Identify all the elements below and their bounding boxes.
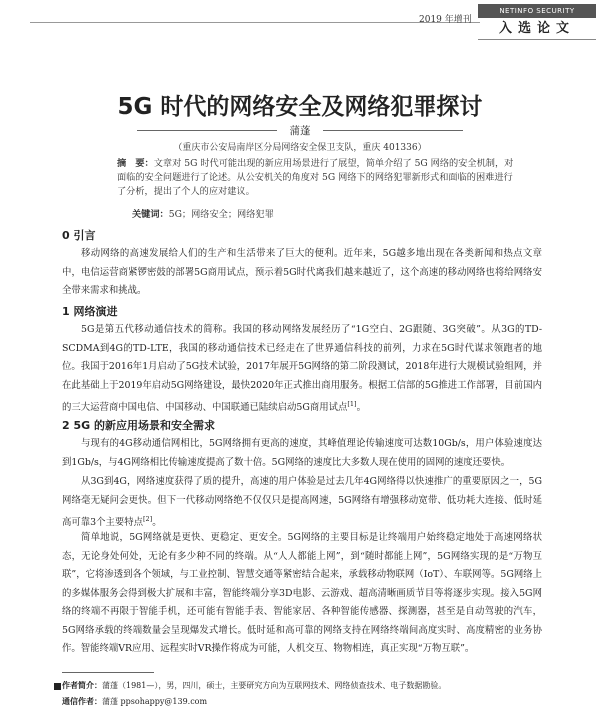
year-issue: 2019 年增刊 [419,15,472,25]
section-heading-evolution: 1 网络演进 [62,305,118,318]
footnote-marker [54,683,61,690]
footnote-rule [62,672,154,673]
author-bio [62,680,446,692]
author-name: 蒲蓬 [289,125,311,137]
contact-text: 蒲蓬 ppsohappy@139.com [102,697,208,706]
citation: [1] [347,400,357,408]
journal-badge-name: NETINFO SECURITY [478,4,596,18]
affiliation: （重庆市公安局南岸区分局网络安全保卫支队，重庆 401336） [173,143,427,153]
paragraph: 移动网络的高速发展给人们的生产和生活带来了巨大的便利。近年来，5G越多地出现在各类新闻和热点文章中，电信运营商紧锣密鼓的部署5G商用试点，预示着5G时代离我们越来越近了，这个高速的移动网络也将给网络安全带来需求和挑战。 [62,248,542,296]
abstract-label: 摘 要： [117,158,154,169]
header-rule [30,22,480,23]
citation: [2] [142,515,153,523]
contact [62,696,207,708]
author-bio-text: 蒲蓬（1981—），男，四川，硕士，主要研究方向为互联网技术、网络侦查技术、电子数据勘验。 [102,681,447,690]
abstract [117,157,517,199]
paragraph: 5G是第五代移动通信技术的简称。我国的移动网络发展经历了“1G空白、2G跟随、3G突破”。从3G的TD-SCDMA到4G的TD-LTE，我国的移动通信技术已经走在了世界通信科技的前列，力求在5G时代谋求领跑者的地位。我国于2016年1月启动了5G技术试验，2017年展开5G网络的第二阶段测试，2018年进行大规模试验组网，并在此基础上于2019年启动5G网络建设，最快2020年正式推出商用服务。根据工信部的5G推进工作部署，目前国内的三大运营商中国电信、中国移动、中国联通已陆续启动5G商用试点[1]。 [62,324,542,414]
contact-label: 通信作者： [62,697,102,706]
abstract-text: 文章对 5G 时代可能出现的新应用场景进行了展望，简单介绍了 5G 网络的安全机制，对面临的安全问题进行了论述。从公安机关的角度对 5G 网络下的网络犯罪新形式和面临的困难进行了分析，提出了个人的应对建议。 [117,158,514,197]
article-title: 5G 时代的网络安全及网络犯罪探讨 [117,94,483,120]
keywords-text: 5G；网络安全；网络犯罪 [168,209,274,220]
keywords [132,206,274,220]
paragraph: 简单地说，5G网络就是更快、更稳定、更安全。5G网络的主要目标是让终端用户始终稳定地处于高速网络状态，无论身处何处，无论有多少种不同的终端。从“人人都能上网”，到“随时都能上网”，5G网络实现的是“万物互联”，它将渗透到各个领域，与工业控制、智慧交通等紧密结合起来，承载移动物联网（IoT）、车联网等。5G网络上的多媒体服务会得到极大扩展和丰富，智能终端分享3D电影、云游戏、超高清晰画质节目等将逐步实现。接入5G网络的终端不再限于智能手机，还可能有智能手表、智能家居、各种智能传感器、探测器，甚至是自动驾驶的汽车，5G网络承载的终端数量会呈现爆发式增长。低时延和高可靠的网络支持在网络终端间高度实时、高度精密的业务协作。智能终端VR应用、远程实时VR操作将成为可能，人机交互、物物相连，真正实现“万物互联”。 [62,532,542,654]
keywords-label: 关键词： [132,209,169,220]
section-label: 入选论文 [478,19,596,40]
paragraph-text: 5G是第五代移动通信技术的简称。我国的移动网络发展经历了“1G空白、2G跟随、3G突破”。从3G的TD-SCDMA到4G的TD-LTE，我国的移动通信技术已经走在了世界通信科技的前列，力求在5G时代谋求领跑者的地位。我国于2016年1月启动了5G技术试验，2017年展开5G网络的第二阶段测试，2018年进行大规模试验组网，并在此基础上于2019年启动5G网络建设，最快2020年正式推出商用服务。根据工信部的5G推进工作部署，目前国内的三大运营商中国电信、中国移动、中国联通已陆续启动5G商用试点 [62,324,542,414]
section-heading-scenarios: 2 5G 的新应用场景和安全需求 [62,419,215,432]
paragraph-text: 从3G到4G，网络速度获得了质的提升，高速的用户体验是过去几年4G网络得以快速推广的重要原因之一，5G网络毫无疑问会更快。但下一代移动网络绝不仅仅只是提高网速，5G网络有增强移动宽带、低功耗大连接、低时延高可靠3个主要特点 [62,476,542,529]
journal-badge [478,4,596,40]
section-heading-intro: 0 引言 [62,229,96,242]
paragraph: 与现有的4G移动通信网相比，5G网络拥有更高的速度，其峰值理论传输速度可达数10Gb/s，用户体验速度达到1Gb/s，与4G网络相比传输速度提高了数十倍。5G网络的速度比大多数人现在使用的固网的速度还要快。 [62,438,542,468]
author-bio-label: 作者简介： [62,681,102,690]
paragraph: 从3G到4G，网络速度获得了质的提升，高速的用户体验是过去几年4G网络得以快速推广的重要原因之一，5G网络毫无疑问会更快。但下一代移动网络绝不仅仅只是提高网速，5G网络有增强移动宽带、低功耗大连接、低时延高可靠3个主要特点[2]。 [62,476,542,529]
